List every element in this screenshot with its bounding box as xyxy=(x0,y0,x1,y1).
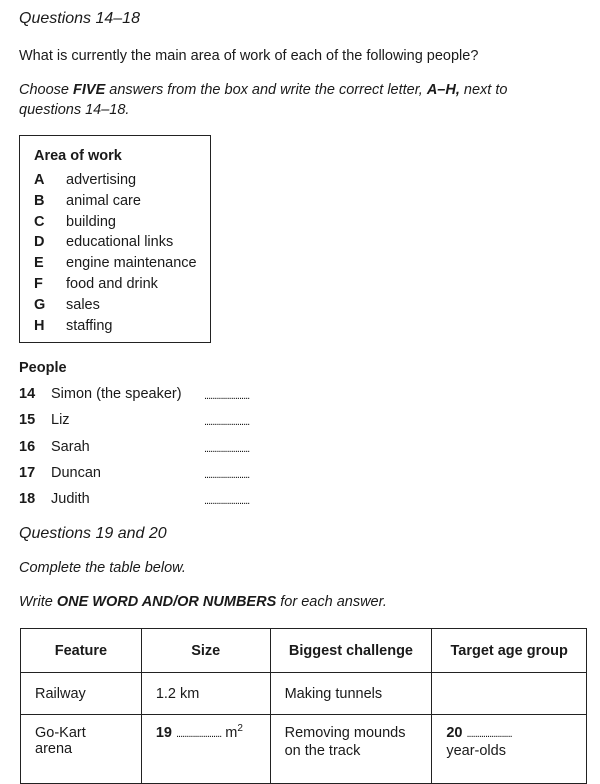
question-number: 18 xyxy=(19,491,36,507)
question-prompt: What is currently the main area of work of each of the following people? xyxy=(19,48,479,64)
people-title: People xyxy=(19,360,67,376)
instruction-part: next to xyxy=(459,82,508,98)
question-number: 15 xyxy=(19,412,36,428)
option-g xyxy=(34,295,100,315)
option-text: building xyxy=(66,214,116,230)
option-letter: B xyxy=(34,193,45,209)
challenge-line: Removing mounds xyxy=(284,725,406,741)
question-number: 17 xyxy=(19,465,36,481)
question-16-row xyxy=(19,437,279,457)
answer-blank-14[interactable]: ...................... xyxy=(204,390,250,402)
option-c xyxy=(34,212,116,232)
header-challenge: Biggest challenge xyxy=(270,629,432,673)
question-17-row xyxy=(19,463,279,483)
option-text: sales xyxy=(66,297,100,313)
cell-size: 1.2 km xyxy=(141,673,270,715)
question-number-20: 20 xyxy=(446,725,463,741)
question-number: 16 xyxy=(19,439,36,455)
cell-feature: Go-Kart arena xyxy=(21,715,142,784)
answer-blank-15[interactable]: ...................... xyxy=(204,416,250,428)
person-name: Sarah xyxy=(51,439,90,455)
option-letter: C xyxy=(34,214,45,230)
box-title: Area of work xyxy=(34,148,122,164)
instruction-part: Choose xyxy=(19,82,74,98)
questions-19-20-heading: Questions 19 and 20 xyxy=(19,525,167,542)
option-text: educational links xyxy=(66,234,174,250)
table-header-row xyxy=(21,629,587,673)
option-text: advertising xyxy=(66,172,137,188)
header-age-group: Target age group xyxy=(432,629,587,673)
challenge-line: on the track xyxy=(284,743,361,759)
instruction-part: for each answer. xyxy=(276,594,387,610)
answer-blank-20[interactable]: ...................... xyxy=(466,728,512,740)
option-a xyxy=(34,170,136,190)
size-unit-superscript: 2 xyxy=(237,723,243,735)
option-d xyxy=(34,232,173,252)
option-text: staffing xyxy=(66,318,113,334)
table-row xyxy=(21,715,587,784)
question-number-19: 19 xyxy=(155,725,172,741)
cell-feature: Railway xyxy=(21,673,142,715)
option-letter: A xyxy=(34,172,45,188)
option-letter: F xyxy=(34,276,43,292)
question-14-row xyxy=(19,384,279,404)
option-text: engine maintenance xyxy=(66,255,197,271)
area-of-work-box xyxy=(19,135,211,343)
option-e xyxy=(34,253,197,273)
questions-14-18-heading: Questions 14–18 xyxy=(19,10,140,27)
instruction-text xyxy=(19,80,579,120)
cell-age xyxy=(432,715,587,784)
instruction-emphasis: FIVE xyxy=(73,82,106,98)
header-feature: Feature xyxy=(21,629,142,673)
person-name: Liz xyxy=(51,412,70,428)
instruction-part: Write xyxy=(19,594,57,610)
cell-challenge xyxy=(270,715,432,784)
instruction-part: answers from the box and write the correct letter, xyxy=(105,82,427,98)
option-f xyxy=(34,274,158,294)
cell-size xyxy=(141,715,270,784)
option-text: food and drink xyxy=(66,276,158,292)
person-name: Judith xyxy=(51,491,90,507)
header-size: Size xyxy=(141,629,270,673)
instruction-emphasis: ONE WORD AND/OR NUMBERS xyxy=(56,594,277,610)
person-name: Duncan xyxy=(51,465,101,481)
word-limit-instruction xyxy=(19,592,387,612)
answer-blank-19[interactable]: ...................... xyxy=(176,728,222,740)
table-row xyxy=(21,673,587,715)
option-b xyxy=(34,191,141,211)
answer-blank-18[interactable]: ...................... xyxy=(204,495,250,507)
option-letter: H xyxy=(34,318,45,334)
question-18-row xyxy=(19,489,279,509)
answer-blank-17[interactable]: ...................... xyxy=(204,469,250,481)
instruction-part: questions 14–18. xyxy=(19,102,130,118)
age-line: year-olds xyxy=(446,743,506,759)
option-letter: E xyxy=(34,255,44,271)
features-table xyxy=(20,628,587,784)
question-number: 14 xyxy=(19,386,36,402)
option-letter: D xyxy=(34,234,45,250)
cell-challenge: Making tunnels xyxy=(270,673,432,715)
option-text: animal care xyxy=(66,193,141,209)
question-15-row xyxy=(19,410,279,430)
answer-blank-16[interactable]: ...................... xyxy=(204,443,250,455)
size-unit: m xyxy=(225,725,238,741)
person-name: Simon (the speaker) xyxy=(51,386,182,402)
table-instruction: Complete the table below. xyxy=(19,560,186,576)
instruction-emphasis: A–H, xyxy=(426,82,460,98)
option-h xyxy=(34,316,113,336)
option-letter: G xyxy=(34,297,46,313)
cell-age xyxy=(432,673,587,715)
